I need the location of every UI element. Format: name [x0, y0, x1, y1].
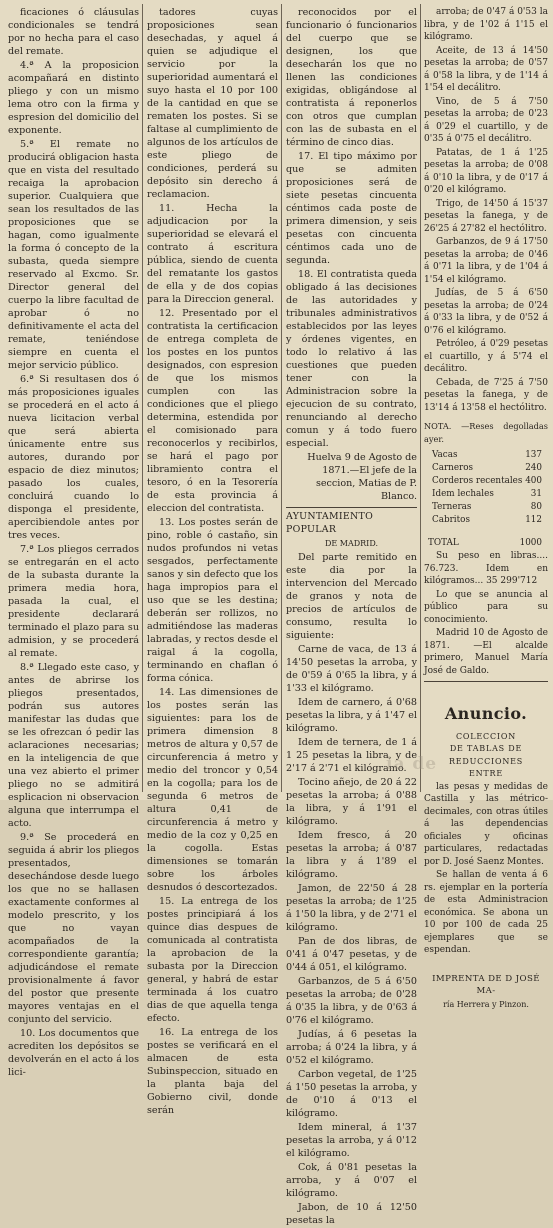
- divider: [286, 507, 417, 508]
- row-label: Vacas: [432, 450, 458, 460]
- price-entry: arroba; de 0'47 á 0'53 la libra, y de 1'02 á 1'15 el kilógramo.: [424, 7, 548, 42]
- imprenta-line: IMPRENTA DE D JOSÉ MA-: [432, 973, 540, 996]
- anuncio-title: Anuncio.: [444, 704, 528, 723]
- reses-table: [424, 449, 548, 550]
- divider: [424, 681, 548, 682]
- entre-label: ENTRE: [468, 769, 504, 778]
- row-value: 112: [525, 515, 542, 525]
- paragraph: 5.ª El remate no producirá obligacion hasta que en vista del resultado recaiga la aprobacion superior. Cualquiera que sean los resultados de las proposiciones que se hagan, como igualmente la forma ó concepto de la subasta, queda siempre reservado al Excmo. Sr. Director general del cuerpo la libre facultad de aprobar ó no definitivamente el acta del remate, teniéndose siempre en cuenta el mejor servicio público.: [8, 139, 139, 371]
- price-entry: Petróleo, á 0'29 pesetas el cuartillo, y á 5'74 el decálitro.: [424, 339, 548, 374]
- paragraph: ficaciones ó cláusulas condicionales se tendrá por no hecha para el caso del remate.: [8, 7, 139, 57]
- section-heading: AYUNTAMIENTO POPULAR: [286, 511, 374, 535]
- row-value: 31: [530, 489, 542, 499]
- paragraph: Lo que se anuncia al público para su conocimiento.: [424, 589, 548, 625]
- price-entry: Garbanzos, de 5 á 6'50 pesetas la arroba; de 0'28 á 0'35 la libra, y de 0'63 á 0'76 el kilógramo.: [286, 976, 417, 1026]
- row-value: 400: [525, 476, 542, 486]
- price-entry: Jabon, de 10 á 12'50 pesetas la: [286, 1202, 417, 1226]
- paragraph: 15. La entrega de los postes principiará á los quince dias despues de comunicada al contratista la aprobacion de la subasta por la Direccion general, y habrá de estar terminada á los cuatro dias de que aquella tenga efecto.: [147, 896, 278, 1024]
- price-entry: Idem mineral, á 1'37 pesetas la arroba, y á 0'12 el kilógramo.: [286, 1122, 417, 1159]
- paragraph: 17. El tipo máximo por que se admiten proposiciones será de siete pesetas cincuenta céntimos cada poste de primera dimension, y seis pesetas con cincuenta céntimos cada uno de segunda.: [286, 151, 417, 266]
- paragraph: 4.ª A la proposicion acompañará en distinto pliego y con un mismo lema otro con la firma y espresion del domicilio del exponente.: [8, 60, 139, 136]
- price-entry: Judías, de 5 á 6'50 pesetas la arroba; de 0'24 á 0'33 la libra, y de 0'52 á 0'76 el kilógramo.: [424, 288, 548, 336]
- tablas-heading: DE TABLAS DE REDUCCIONES: [448, 744, 524, 766]
- total-row: [424, 537, 548, 550]
- row-label: Carneros: [432, 463, 474, 473]
- column-1: [8, 6, 139, 1080]
- row-value: 240: [525, 463, 542, 473]
- price-entry: Cok, á 0'81 pesetas la arroba, y á 0'07 el kilógramo.: [286, 1162, 417, 1199]
- total-value: 1000: [519, 538, 542, 548]
- paragraph: 10. Los documentos que acrediten los depósitos se devolverán en el acto á los lici-: [8, 1028, 139, 1078]
- column-3: [286, 6, 417, 1228]
- table-row: [424, 462, 548, 475]
- column-rule: [142, 4, 143, 792]
- paragraph: Del parte remitido en este dia por la intervencion del Mercado de granos y nota de precios de artículos de consumo, resulta lo siguiente:: [286, 552, 417, 641]
- paragraph: tadores cuyas proposiciones sean desechadas, y aquel á quien se adjudique el servicio por la superioridad aumentará el suyo hasta el 10 por 100 de la cantidad en que se rematen los postes. Si se faltase al cumplimiento de algunos de los artículos de este pliego de condiciones, perderá su depósito sin derecho á reclamacion.: [147, 7, 278, 200]
- paragraph: Se hallan de venta á 6 rs. ejemplar en la portería de esta Administracion económica. Se abona un 10 por 100 de cada 25 ejemplares que se espendan.: [424, 870, 548, 955]
- price-entry: Jamon, de 22'50 á 28 pesetas la arroba; de 1'25 á 1'50 la libra, y de 2'71 el kilógramo.: [286, 883, 417, 933]
- row-label: Terneras: [432, 502, 472, 512]
- paragraph: 16. La entrega de los postes se verificará en el almacen de esta Subinspeccion, situado en la planta baja del Gobierno civil, donde serán: [147, 1027, 278, 1116]
- paragraph: Su peso en libras.... 76.723. Idem en kilógramos... 35 299'712: [424, 551, 548, 586]
- row-label: Corderos recentales: [432, 476, 523, 486]
- paragraph: 6.ª Si resultasen dos ó más proposiciones iguales se procederá en el acto á nueva licitacion verbal que será abierta únicamente entre sus autores, durando por espacio de diez minutos; pasado los cuales, concluirá cuando lo disponga el presidente, apercibiendole antes por tres veces.: [8, 374, 139, 541]
- section-subheading: DE MADRID.: [324, 539, 379, 548]
- row-label: Idem lechales: [432, 489, 494, 499]
- table-row: [424, 449, 548, 462]
- table-row: [424, 501, 548, 514]
- table-row: [424, 514, 548, 527]
- paragraph: 12. Presentado por el contratista la certificacion de entrega completa de los postes en los puntos designados, con espresion de que los mismos cumplen con las condiciones que el pliego determina, estendida por el comisionado para reconocerlos y recibirlos, se hará el pago por libramiento contra el tesoro, ó en la Tesorería de esta provincia á eleccion del contratista.: [147, 308, 278, 514]
- total-label: TOTAL: [428, 538, 459, 548]
- price-entry: Vino, de 5 á 7'50 pesetas la arroba; de 0'23 á 0'29 el cuartillo, y de 0'35 á 0'75 el decálitro.: [424, 96, 548, 144]
- price-entry: Patatas, de 1 á 1'25 pesetas la arroba; de 0'08 á 0'10 la libra, y de 0'17 á 0'20 el kilógramo.: [424, 147, 548, 195]
- row-value: 137: [525, 450, 542, 460]
- price-entry: Judías, á 6 pesetas la arroba; á 0'24 la libra, y á 0'52 el kilógramo.: [286, 1029, 417, 1066]
- row-label: Cabritos: [432, 515, 470, 525]
- price-entry: Carne de vaca, de 13 á 14'50 pesetas la arroba, y de 0'59 á 0'65 la libra, y á 1'33 el kilógramo.: [286, 644, 417, 694]
- column-rule: [420, 4, 421, 792]
- paragraph: 14. Las dimensiones de los postes serán las siguientes: para los de primera dimension 8 metros de altura y 0,57 de circunferencia á metro y medio del troncor y 0,54 en la cogolla; para los de segunda 6 metros de altura 0,41 de circunferencia á metro y medio de la coz y 0,25 en la cogolla. Estas dimensiones se tomarán sobre los árboles desnudos ó descortezados.: [147, 687, 278, 893]
- column-4: [424, 6, 548, 1012]
- signature: Huelva 9 de Agosto de 1871.—El jefe de la seccion, Matias de P. Blanco.: [307, 452, 417, 502]
- table-row: [424, 475, 548, 488]
- column-2: [147, 6, 278, 1118]
- imprenta-line: ría Herrera y Pinzon.: [443, 999, 529, 1009]
- price-entry: Carbon vegetal, de 1'25 á 1'50 pesetas la arroba, y de 0'10 á 0'13 el kilógramo.: [286, 1069, 417, 1119]
- price-entry: Pan de dos libras, de 0'41 á 0'47 pesetas, y de 0'44 á 051, el kilógramo.: [286, 936, 417, 973]
- paragraph: 18. El contratista queda obligado á las decisiones de las autoridades y tribunales administrativos establecidos por las leyes y órdenes vigentes, en todo lo relativo á las cuestiones que pueden tener con la Administracion sobre la ejecucion de su contrato, renunciando al derecho comun y á todo fuero especial.: [286, 269, 417, 449]
- signature: Madrid 10 de Agosto de 1871. —El alcalde primero, Manuel María José de Galdo.: [424, 628, 548, 676]
- paragraph: las pesas y medidas de Castilla y las métrico-decimales, con otras útiles á las dependencias oficiales y oficinas particulares, redactadas por D. José Saenz Montes.: [424, 781, 548, 867]
- nota-heading: NOTA. —Reses degolladas ayer.: [424, 421, 548, 444]
- row-value: 80: [530, 502, 542, 512]
- paragraph: 7.ª Los pliegos cerrados se entregarán en el acto de la subasta durante la primera media hora, pasada la cual, el presidente declarará terminado el plazo para su admision, y se procederá al remate.: [8, 544, 139, 659]
- price-entry: Idem de ternera, de 1 á 1 25 pesetas la libra, y de 2'17 á 2'71 el kilógramo.: [286, 737, 417, 774]
- paragraph: 8.ª Llegado este caso, y antes de abrirse los pliegos presentados, podrán sus autores manifestar las dudas que se les ofrezcan ó pedir las aclaraciones necesarias; en la inteligencia de que una vez abierto el primer pliego no se admitirá esplicacion ni observacion alguna que interrumpa el acto.: [8, 662, 139, 829]
- paragraph: reconocidos por el funcionario ó funcionarios del cuerpo que se designen, los que desecharán los que no llenen las condiciones exigidas, obligándose al contratista á reponerlos con otros que cumplan con las de subasta en el término de cinco dias.: [286, 7, 417, 148]
- price-entry: Cebada, de 7'25 á 7'50 pesetas la fanega, y de 13'14 á 13'58 el hectólitro.: [424, 377, 548, 413]
- paragraph: 9.ª Se procederá en seguida á abrir los pliegos presentados, desechándose desde luego los que no se hallasen exactamente conformes al modelo prescrito, y los que no vayan acompañados de la correspondiente garantía; adjudicándose el remate provisionalmente á favor del postor que presente mayores ventajas en el conjunto del servicio.: [8, 832, 139, 1025]
- price-entry: Idem de carnero, á 0'68 pesetas la libra, y á 1'47 el kilógramo.: [286, 697, 417, 734]
- price-entry: Idem fresco, á 20 pesetas la arroba; á 0'87 la libra y á 1'89 el kilógramo.: [286, 830, 417, 880]
- library-stamp: ia de: [386, 754, 438, 774]
- price-entry: Trigo, de 14'50 á 15'37 pesetas la fanega, y de 26'25 á 27'82 el hectólitro.: [424, 198, 548, 234]
- column-rule: [281, 4, 282, 792]
- price-entry: Aceite, de 13 á 14'50 pesetas la arroba; de 0'57 á 0'58 la libra, y de 1'14 á 1'54 el decálitro.: [424, 45, 548, 93]
- paragraph: 13. Los postes serán de pino, roble ó castaño, sin nudos profundos ni vetas sesgados, perfectamente sanos y sin defecto que los haga impropios para el uso que se les destina; deberán ser rollizos, no admitiéndose las maderas labradas, y rectos desde el raigal á la cogolla, terminando en chaflan ó forma cónica.: [147, 517, 278, 684]
- coleccion-heading: COLECCION: [456, 731, 516, 741]
- paragraph: 11. Hecha la adjudicacion por la superioridad se elevará el contrato á escritura pública, siendo de cuenta del rematante los gastos de ella y de dos copias para la Direccion general.: [147, 203, 278, 305]
- price-entry: Garbanzos, de 9 á 17'50 pesetas la arroba; de 0'46 á 0'71 la libra, y de 1'04 á 1'54 el kilógramo.: [424, 237, 548, 285]
- price-entry: Tocino añejo, de 20 á 22 pesetas la arroba; á 0'88 la libra, y á 1'91 el kilógramo.: [286, 777, 417, 827]
- table-row: [424, 488, 548, 501]
